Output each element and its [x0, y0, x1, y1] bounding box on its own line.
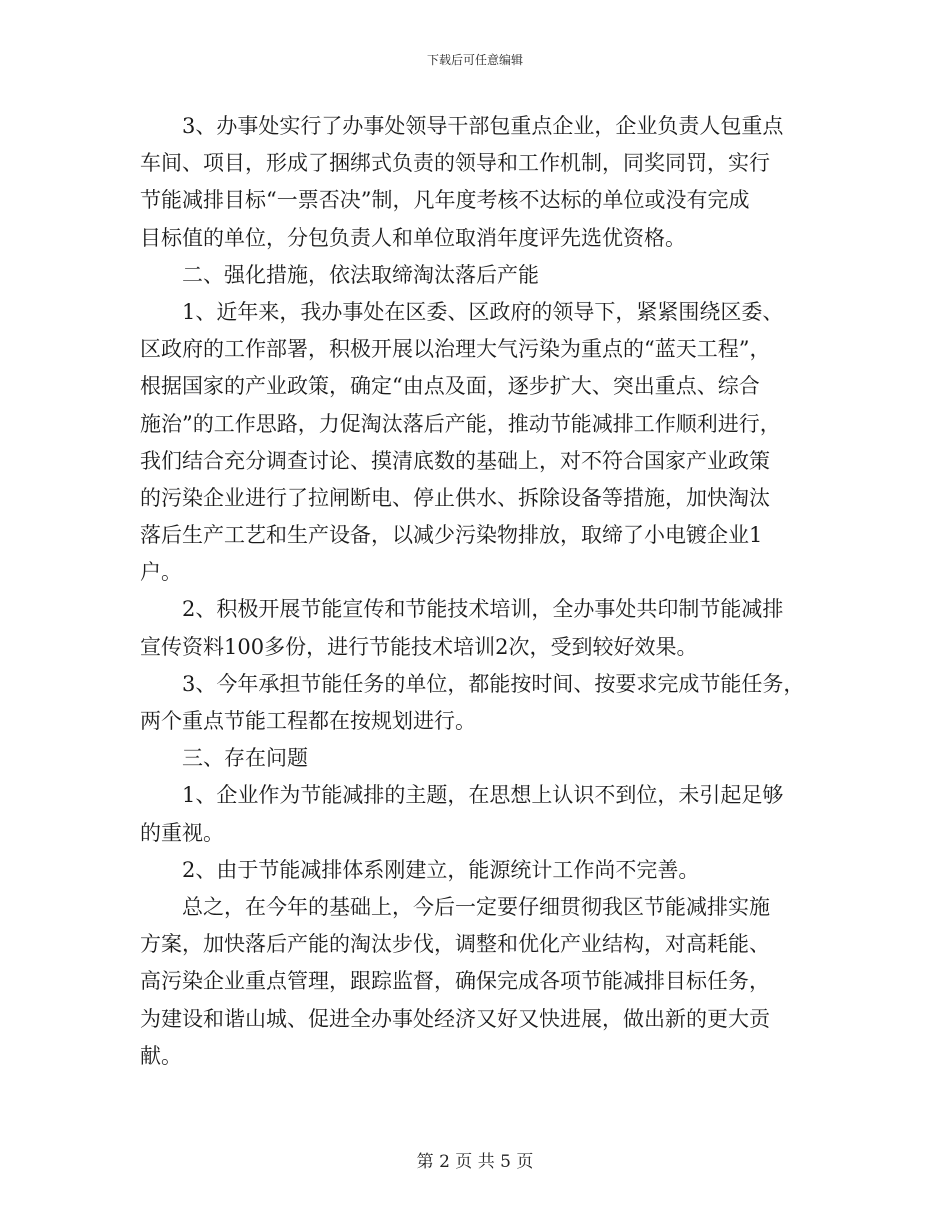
text-line: 的重视。 — [140, 820, 224, 845]
text-line: 车间、项目，形成了捆绑式负责的领导和工作机制，同奖同罚，实行 — [140, 151, 770, 176]
text-line: 根据国家的产业政策，确定“由点及面，逐步扩大、突出重点、综合 — [140, 374, 760, 399]
text-line: 2、积极开展节能宣传和节能技术培训，全办事处共印制节能减排 — [140, 597, 784, 622]
text-line: 我们结合充分调查讨论、摸清底数的基础上，对不符合国家产业政策 — [140, 448, 770, 473]
text-line: 宣传资料100多份，进行节能技术培训2次，受到较好效果。 — [140, 634, 698, 659]
text-line: 总之，在今年的基础上，今后一定要仔细贯彻我区节能减排实施 — [140, 894, 770, 919]
page-footer: 第 2 页 共 5 页 — [416, 1152, 534, 1172]
section-heading: 三、存在问题 — [140, 746, 308, 771]
text-line: 1、企业作为节能减排的主题，在思想上认识不到位，未引起足够 — [140, 783, 784, 808]
text-line: 区政府的工作部署，积极开展以治理大气污染为重点的“蓝天工程”， — [140, 337, 771, 362]
text-line: 3、办事处实行了办事处领导干部包重点企业，企业负责人包重点 — [140, 114, 784, 138]
text-line: 落后生产工艺和生产设备，以减少污染物排放，取缔了小电镀企业1 — [140, 523, 763, 548]
document-body — [140, 108, 820, 1075]
text-line: 户。 — [140, 560, 182, 585]
text-line: 施治”的工作思路，力促淘汰落后产能，推动节能减排工作顺利进行， — [140, 411, 781, 436]
text-line: 3、今年承担节能任务的单位，都能按时间、按要求完成节能任务， — [140, 671, 805, 696]
text-line: 为建设和谐山城、促进全办事处经济又好又快进展，做出新的更大贡 — [140, 1006, 770, 1031]
text-line: 的污染企业进行了拉闸断电、停止供水、拆除设备等措施，加快淘汰 — [140, 485, 770, 510]
text-line: 1、近年来，我办事处在区委、区政府的领导下，紧紧围绕区委、 — [140, 299, 784, 324]
page-header: 下载后可任意编辑 — [426, 53, 523, 67]
text-line: 方案，加快落后产能的淘汰步伐，调整和优化产业结构，对高耗能、 — [140, 932, 770, 957]
text-line: 两个重点节能工程都在按规划进行。 — [140, 709, 476, 733]
text-line: 高污染企业重点管理，跟踪监督，确保完成各项节能减排目标任务， — [140, 969, 770, 994]
text-line: 献。 — [140, 1043, 182, 1068]
section-heading: 二、强化措施，依法取缔淘汰落后产能 — [140, 262, 539, 287]
text-line: 节能减排目标“一票否决”制，凡年度考核不达标的单位或没有完成 — [140, 188, 750, 213]
text-line: 目标值的单位，分包负责人和单位取消年度评先选优资格。 — [140, 225, 686, 250]
text-line: 2、由于节能减排体系刚建立，能源统计工作尚不完善。 — [140, 857, 700, 882]
